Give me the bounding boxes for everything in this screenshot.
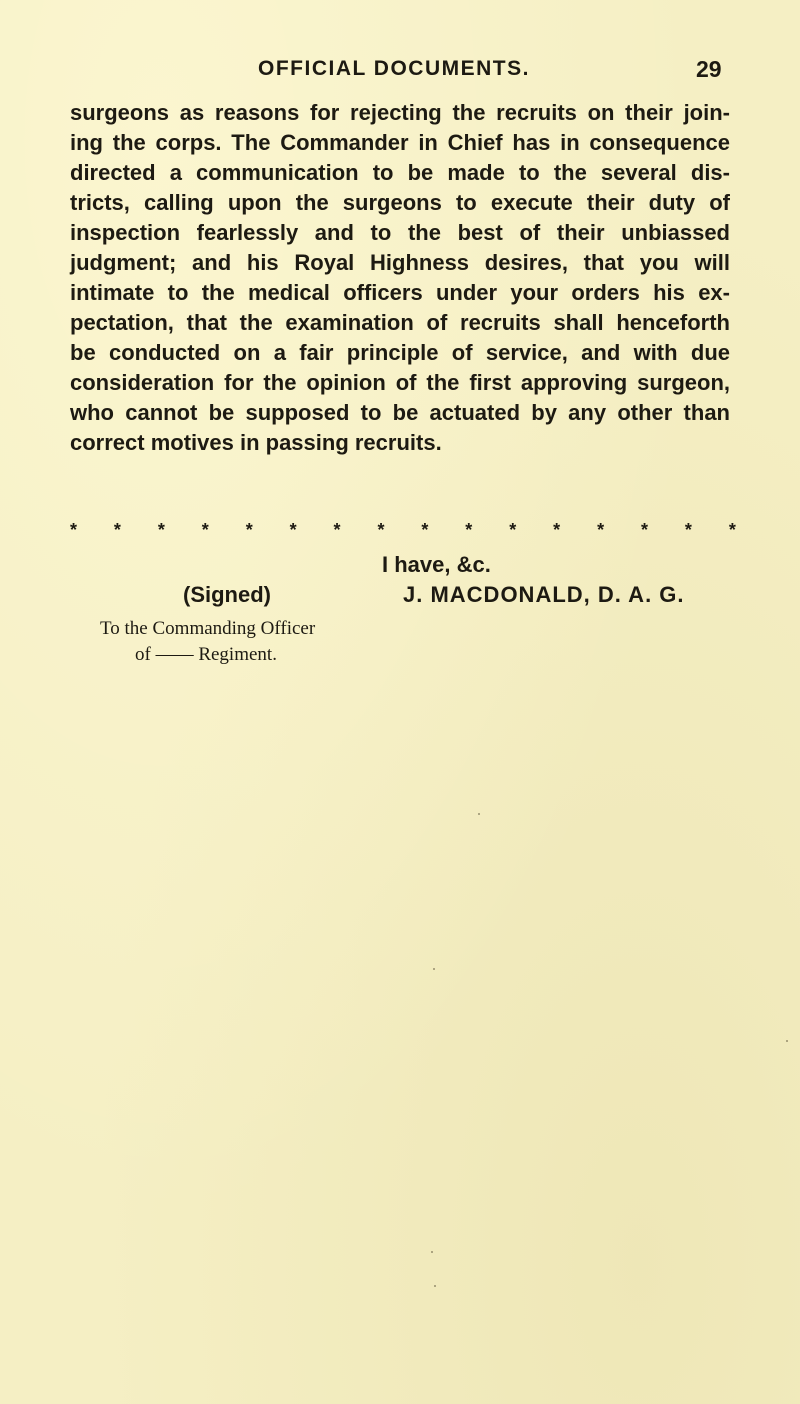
asterisk: * — [201, 520, 209, 540]
text-line: directed a communication to be made to the several dis- — [70, 160, 730, 185]
asterisk: * — [245, 520, 253, 540]
addressee-regiment-line: of —— Regiment. — [135, 644, 277, 665]
text-line: surgeons as reasons for rejecting the recruits on their join- — [70, 100, 730, 125]
paper-speck — [433, 968, 435, 970]
asterisk: * — [597, 520, 605, 540]
text-line: ing the corps. The Commander in Chief has in consequence — [70, 130, 730, 155]
asterisk: * — [465, 520, 473, 540]
salutation: I have, &c. — [382, 552, 491, 577]
signature: J. MACDONALD, D. A. G. — [403, 582, 685, 607]
text-line: intimate to the medical officers under your orders his ex- — [70, 280, 730, 305]
text-line: consideration for the opinion of the first approving surgeon, — [70, 370, 730, 395]
text-line: judgment; and his Royal Highness desires, that you will — [70, 250, 730, 275]
asterisk: * — [509, 520, 517, 540]
running-title: OFFICIAL DOCUMENTS. — [258, 57, 530, 80]
text-line: correct motives in passing recruits. — [70, 430, 442, 455]
asterisk: * — [640, 520, 648, 540]
signed-label: (Signed) — [183, 582, 271, 607]
asterisk: * — [684, 520, 692, 540]
text-line: be conducted on a fair principle of service, and with due — [70, 340, 730, 365]
paper-speck — [431, 1251, 433, 1253]
asterisk: * — [553, 520, 561, 540]
text-line: pectation, that the examination of recruits shall henceforth — [70, 310, 730, 335]
addressee-line: To the Commanding Officer — [100, 618, 316, 639]
text-line: tricts, calling upon the surgeons to execute their duty of — [70, 190, 730, 215]
asterisk: * — [377, 520, 385, 540]
asterisk: * — [333, 520, 341, 540]
page-number: 29 — [696, 56, 722, 82]
paper-speck — [434, 1285, 436, 1287]
asterisk: * — [289, 520, 297, 540]
text-line: inspection fearlessly and to the best of their unbiassed — [70, 220, 730, 245]
asterisk: * — [113, 520, 121, 540]
asterisk: * — [70, 520, 78, 540]
text-line: who cannot be supposed to be actuated by any other than — [70, 400, 730, 425]
body-paragraph — [70, 98, 730, 458]
asterism-row — [70, 518, 736, 542]
asterisk: * — [421, 520, 429, 540]
paper-speck — [478, 813, 480, 815]
paper-speck — [786, 1040, 788, 1042]
running-head — [0, 52, 800, 86]
asterisk: * — [157, 520, 165, 540]
asterisk: * — [728, 520, 736, 540]
